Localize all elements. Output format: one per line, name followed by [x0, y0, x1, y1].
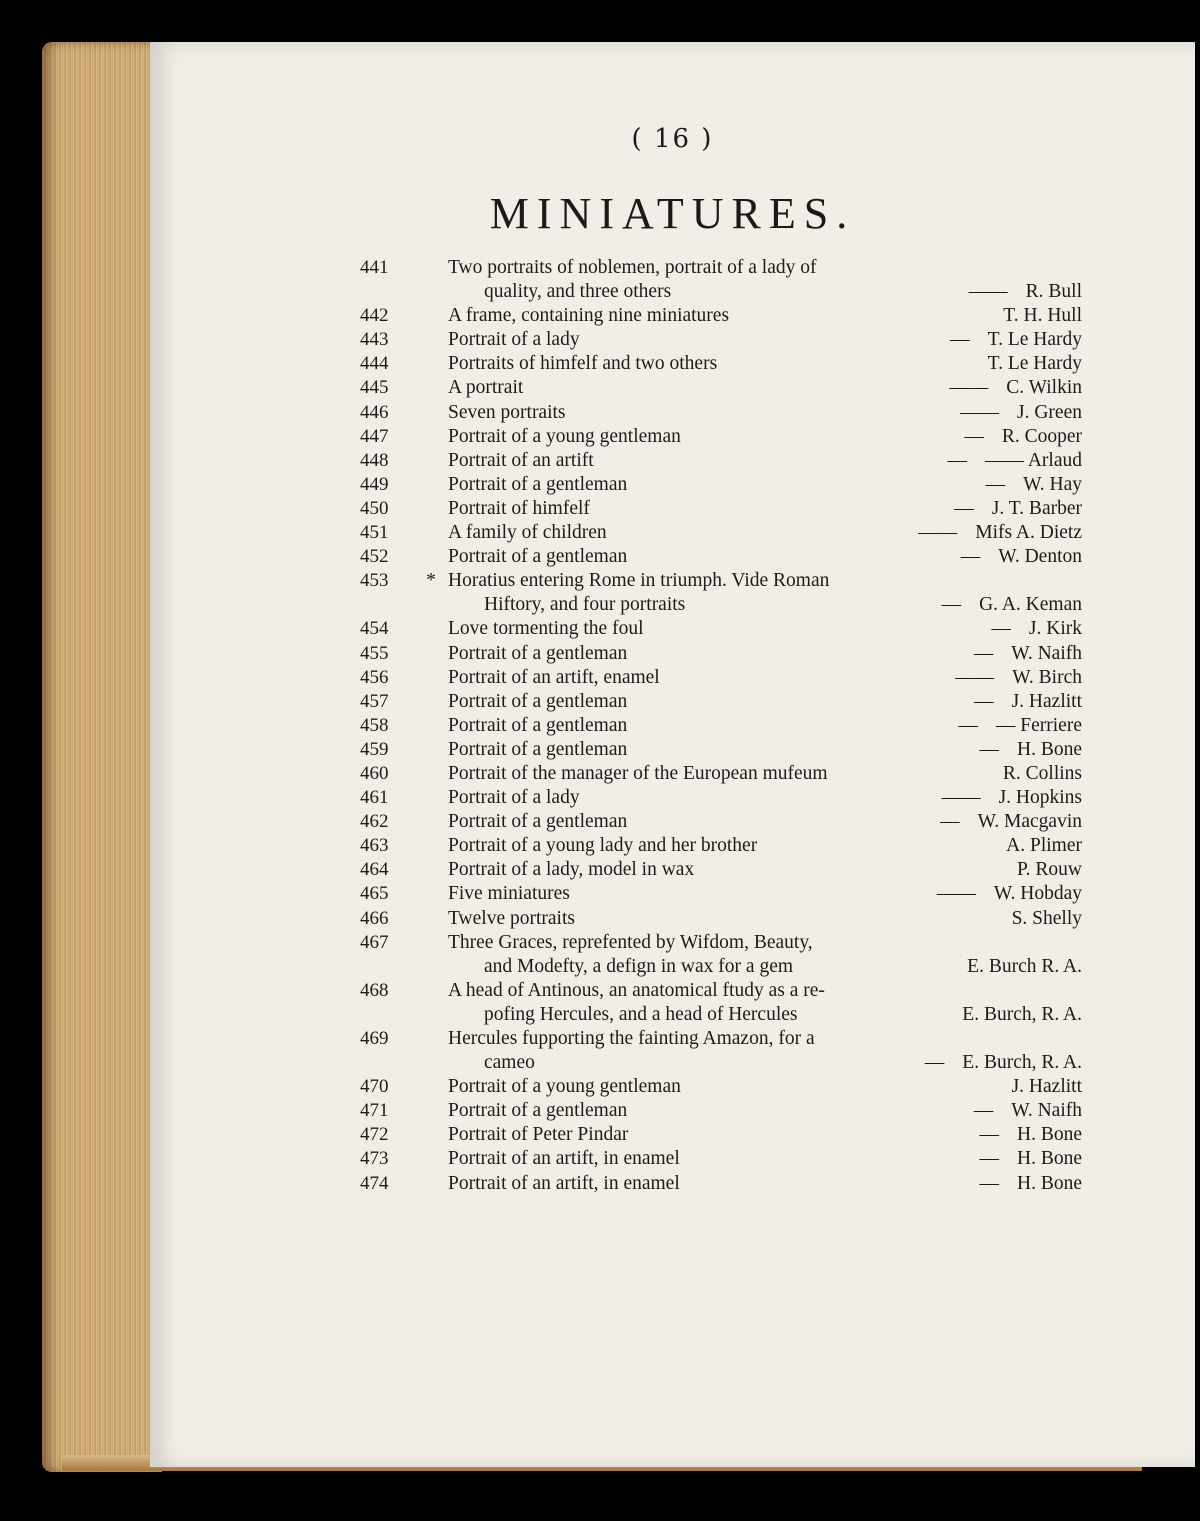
- entry-dash: —: [973, 1100, 994, 1122]
- entry-line: [448, 449, 1082, 473]
- entry-body: [448, 714, 1082, 738]
- entry-description: Portrait of an artift, enamel: [448, 666, 660, 688]
- catalogue-entry: [360, 786, 1082, 810]
- entry-mark: [414, 714, 448, 738]
- entry-line: [448, 473, 1082, 497]
- entry-number: 454: [360, 618, 389, 640]
- page-number: ( 16 ): [631, 124, 714, 154]
- entry-line: [448, 714, 1082, 738]
- entry-artist: W. Macgavin: [977, 811, 1082, 833]
- catalogue-entry: [360, 569, 1082, 617]
- entry-line: [448, 617, 1082, 641]
- catalogue-entry: [360, 858, 1082, 882]
- entry-artist: J. Hopkins: [998, 787, 1082, 809]
- catalogue-entry: [360, 690, 1082, 714]
- entry-artist: A. Plimer: [1006, 835, 1082, 857]
- entry-number: 472: [360, 1124, 389, 1146]
- entry-description: Portrait of the manager of the European mufeum: [448, 762, 828, 784]
- entry-artist: P. Rouw: [1016, 859, 1082, 881]
- entry-mark: [414, 545, 448, 569]
- entry-body: [448, 304, 1082, 328]
- entry-mark: [414, 376, 448, 400]
- entry-line: [448, 1075, 1082, 1099]
- entry-dash: —: [950, 329, 970, 351]
- entry-description: Portrait of Peter Pindar: [448, 1124, 629, 1146]
- catalogue-entry: [360, 666, 1082, 690]
- entry-body: [448, 666, 1082, 690]
- entry-artist: H. Bone: [1017, 1124, 1082, 1146]
- entry-number: 458: [360, 714, 389, 736]
- entry-number: 447: [360, 425, 389, 447]
- entry-body: [448, 931, 1082, 979]
- catalogue-entry: [360, 328, 1082, 352]
- entry-number: 464: [360, 859, 389, 881]
- entry-body: [448, 1172, 1082, 1196]
- entry-line: [448, 280, 1082, 304]
- entry-body: [448, 473, 1082, 497]
- entry-body: [448, 497, 1082, 521]
- entry-mark: [414, 449, 448, 473]
- entry-body: [448, 979, 1082, 1027]
- entry-artist: R. Cooper: [1001, 425, 1082, 447]
- entry-mark: [414, 473, 448, 497]
- catalogue-entry: [360, 1147, 1082, 1171]
- entry-line: [448, 834, 1082, 858]
- entry-line: [448, 979, 1082, 1003]
- entry-description: Portrait of a lady: [448, 787, 580, 809]
- entry-mark: [414, 352, 448, 376]
- entry-line: [448, 1172, 1082, 1196]
- entry-mark: [414, 1123, 448, 1147]
- entry-body: [448, 617, 1082, 641]
- entry-number: 450: [360, 497, 389, 519]
- entry-description: Portrait of an artift, in enamel: [448, 1172, 680, 1194]
- entry-line: [448, 786, 1082, 810]
- entry-number: 455: [360, 642, 389, 664]
- entry-mark: [414, 690, 448, 714]
- entry-number: 443: [360, 329, 389, 351]
- entry-description: Twelve portraits: [448, 907, 575, 929]
- entry-mark: [414, 1147, 448, 1171]
- entry-body: [448, 642, 1082, 666]
- entry-artist: G. A. Keman: [979, 594, 1082, 616]
- entry-line: [448, 882, 1082, 906]
- entry-line: [448, 545, 1082, 569]
- entry-body: [448, 1147, 1082, 1171]
- entry-line: [448, 931, 1082, 955]
- entry-mark: [414, 617, 448, 641]
- entry-line: [448, 376, 1082, 400]
- entry-body: [448, 449, 1082, 473]
- entry-artist: H. Bone: [1017, 1148, 1082, 1170]
- entry-number: 460: [360, 762, 389, 784]
- entry-body: [448, 810, 1082, 834]
- entry-dash: —: [979, 738, 999, 760]
- entry-description: Portrait of an artift: [448, 449, 594, 471]
- entry-body: [448, 907, 1082, 931]
- entry-dash: ——: [941, 787, 981, 809]
- entry-mark: [414, 810, 448, 834]
- entry-mark: [414, 328, 448, 352]
- entry-number: 473: [360, 1148, 389, 1170]
- entry-mark: [414, 497, 448, 521]
- entry-number: 442: [360, 305, 389, 327]
- entry-dash: —: [924, 1052, 945, 1074]
- entry-mark: [414, 979, 448, 1027]
- catalogue-entry: [360, 376, 1082, 400]
- entry-dash: —: [958, 714, 978, 736]
- entry-dash: —: [991, 618, 1011, 640]
- entry-body: [448, 1123, 1082, 1147]
- entry-description: Portrait of a lady: [448, 329, 580, 351]
- entry-line: [448, 1051, 1082, 1075]
- entry-body: [448, 376, 1082, 400]
- catalogue-entry: [360, 1172, 1082, 1196]
- entry-body: [448, 352, 1082, 376]
- entry-description: Seven portraits: [448, 401, 566, 423]
- entry-description: A portrait: [448, 377, 524, 399]
- entry-description: and Modefty, a defign in wax for a gem: [484, 955, 794, 977]
- entry-mark: [414, 642, 448, 666]
- entry-description: Portrait of an artift, in enamel: [448, 1148, 680, 1170]
- entry-line: [448, 425, 1082, 449]
- catalogue-entry: [360, 425, 1082, 449]
- catalogue-entry: [360, 304, 1082, 328]
- entry-dash: —: [947, 449, 968, 471]
- entry-number: 467: [360, 931, 389, 953]
- entry-line: [448, 593, 1082, 617]
- catalogue-entry: [360, 907, 1082, 931]
- entry-mark: [414, 1172, 448, 1196]
- entry-description: Portrait of a gentleman: [448, 811, 628, 833]
- entry-number: 456: [360, 666, 389, 688]
- entry-artist: J. T. Barber: [991, 497, 1082, 519]
- entry-number: 449: [360, 473, 389, 495]
- entry-body: [448, 401, 1082, 425]
- entry-description: A head of Antinous, an anatomical ftudy as a re-: [448, 979, 825, 1001]
- entry-line: [448, 569, 1082, 593]
- entry-artist: Mifs A. Dietz: [975, 522, 1082, 544]
- entry-description: cameo: [484, 1052, 535, 1074]
- catalogue-entry: [360, 449, 1082, 473]
- entry-artist: T. Le Hardy: [987, 353, 1082, 375]
- entry-dash: ——: [949, 377, 989, 399]
- entry-mark: [414, 738, 448, 762]
- catalogue-entry: [360, 931, 1082, 979]
- entry-number: 444: [360, 353, 389, 375]
- entry-number: 471: [360, 1100, 389, 1122]
- entry-line: [448, 1003, 1082, 1027]
- entry-dash: —: [960, 546, 981, 568]
- entry-dash: —: [964, 425, 984, 447]
- entry-body: [448, 858, 1082, 882]
- entry-line: [448, 304, 1082, 328]
- entry-number: 463: [360, 835, 389, 857]
- catalogue-entry: [360, 642, 1082, 666]
- entry-description: A family of children: [448, 522, 607, 544]
- catalogue-entry: [360, 1027, 1082, 1075]
- entry-artist: W. Denton: [998, 546, 1082, 568]
- entry-mark: *: [426, 570, 436, 592]
- entry-dash: —: [954, 497, 974, 519]
- entry-artist: — Ferriere: [995, 714, 1082, 736]
- catalogue-entry: [360, 810, 1082, 834]
- entry-artist: T. Le Hardy: [987, 329, 1082, 351]
- entry-description: pofing Hercules, and a head of Hercules: [484, 1003, 798, 1025]
- entry-line: [448, 666, 1082, 690]
- entry-body: [448, 834, 1082, 858]
- book-page-edges: [42, 42, 162, 1472]
- entry-artist: W. Naifh: [1011, 642, 1082, 664]
- entry-description: Portrait of himfelf: [448, 497, 590, 519]
- entry-line: [448, 858, 1082, 882]
- catalogue-entry: [360, 882, 1082, 906]
- entry-artist: W. Hobday: [993, 883, 1082, 905]
- entry-mark: [414, 786, 448, 810]
- entry-description: Portrait of a young gentleman: [448, 1076, 681, 1098]
- entry-number: 462: [360, 811, 389, 833]
- entry-line: [448, 1147, 1082, 1171]
- entry-dash: —: [941, 594, 962, 616]
- entry-description: Portrait of a gentleman: [448, 546, 628, 568]
- entry-artist: W. Birch: [1012, 666, 1082, 688]
- entry-artist: R. Collins: [1002, 762, 1082, 784]
- entry-description: quality, and three others: [484, 281, 672, 303]
- entry-line: [448, 907, 1082, 931]
- entry-description: Five miniatures: [448, 883, 570, 905]
- entry-mark: [414, 858, 448, 882]
- entry-artist: T. H. Hull: [1003, 305, 1082, 327]
- entry-body: [448, 1027, 1082, 1075]
- entry-mark: [414, 1027, 448, 1075]
- entry-dash: —: [979, 1172, 999, 1194]
- entry-artist: R. Bull: [1025, 281, 1082, 303]
- entry-line: [448, 955, 1082, 979]
- entry-dash: —: [974, 690, 994, 712]
- catalogue-entry: [360, 1075, 1082, 1099]
- entry-line: [448, 521, 1082, 545]
- entry-description: Horatius entering Rome in triumph. Vide Roman: [448, 570, 830, 592]
- entry-mark: [414, 834, 448, 858]
- entry-number: 445: [360, 377, 389, 399]
- entry-line: [448, 401, 1082, 425]
- entry-body: [448, 762, 1082, 786]
- catalogue-entry: [360, 1099, 1082, 1123]
- entry-number: 474: [360, 1172, 389, 1194]
- entry-artist: E. Burch R. A.: [967, 955, 1082, 977]
- entry-description: Portrait of a gentleman: [448, 738, 628, 760]
- entry-description: Love tormenting the foul: [448, 618, 644, 640]
- entry-body: [448, 569, 1082, 617]
- entry-line: [448, 642, 1082, 666]
- entry-body: [448, 1075, 1082, 1099]
- entry-artist: W. Naifh: [1011, 1100, 1082, 1122]
- entry-artist: J. Hazlitt: [1011, 690, 1082, 712]
- entry-number: 469: [360, 1028, 389, 1049]
- entry-dash: ——: [960, 401, 1000, 423]
- entry-number: 446: [360, 401, 389, 423]
- entry-body: [448, 521, 1082, 545]
- entry-artist: J. Green: [1017, 401, 1082, 423]
- section-title: MINIATURES.: [489, 189, 856, 238]
- catalogue-entry: [360, 352, 1082, 376]
- catalogue-entry: [360, 545, 1082, 569]
- entry-dash: ——: [918, 522, 958, 544]
- entry-description: Portrait of a gentleman: [448, 690, 628, 712]
- entry-body: [448, 882, 1082, 906]
- entry-description: Portrait of a young gentleman: [448, 425, 681, 447]
- entry-number: 451: [360, 522, 389, 544]
- entry-line: [448, 1027, 1082, 1051]
- entry-body: [448, 1099, 1082, 1123]
- entry-description: Portrait of a gentleman: [448, 473, 628, 495]
- entry-dash: —: [985, 473, 1006, 495]
- entry-dash: —: [973, 642, 994, 664]
- entry-dash: —: [940, 811, 960, 833]
- entry-mark: [414, 425, 448, 449]
- entry-number: 453: [360, 570, 389, 592]
- entry-artist: J. Kirk: [1028, 618, 1082, 640]
- entry-description: Hiftory, and four portraits: [484, 594, 686, 616]
- entry-line: [448, 256, 1082, 280]
- entry-mark: [414, 521, 448, 545]
- entry-line: [448, 738, 1082, 762]
- entry-artist: W. Hay: [1023, 473, 1082, 495]
- entry-number: 459: [360, 738, 389, 760]
- entry-description: Portrait of a gentleman: [448, 642, 628, 664]
- entry-artist: E. Burch, R. A.: [962, 1052, 1082, 1074]
- book-page: [150, 42, 1195, 1467]
- catalogue-list: [360, 256, 1082, 1196]
- entry-mark: [414, 931, 448, 979]
- entry-description: Portrait of a gentleman: [448, 1100, 628, 1122]
- entry-line: [448, 690, 1082, 714]
- entry-artist: C. Wilkin: [1006, 377, 1082, 399]
- entry-dash: ——: [955, 666, 995, 688]
- entry-description: Portrait of a young lady and her brother: [448, 835, 758, 857]
- entry-body: [448, 786, 1082, 810]
- entry-mark: [414, 256, 448, 304]
- entry-dash: —: [979, 1148, 999, 1170]
- entry-mark: [414, 762, 448, 786]
- entry-description: Two portraits of noblemen, portrait of a lady of: [448, 257, 817, 278]
- entry-body: [448, 690, 1082, 714]
- entry-dash: ——: [968, 281, 1008, 303]
- catalogue-entry: [360, 256, 1082, 304]
- catalogue-entry: [360, 521, 1082, 545]
- catalogue-entry: [360, 617, 1082, 641]
- entry-mark: [414, 401, 448, 425]
- catalogue-entry: [360, 762, 1082, 786]
- entry-artist: J. Hazlitt: [1011, 1076, 1082, 1098]
- entry-body: [448, 545, 1082, 569]
- entry-mark: [414, 1099, 448, 1123]
- entry-number: 452: [360, 546, 389, 568]
- entry-number: 448: [360, 449, 389, 471]
- entry-line: [448, 762, 1082, 786]
- catalogue-entry: [360, 979, 1082, 1027]
- entry-number: 457: [360, 690, 389, 712]
- entry-line: [448, 1099, 1082, 1123]
- entry-body: [448, 328, 1082, 352]
- entry-line: [448, 497, 1082, 521]
- entry-description: Portrait of a gentleman: [448, 714, 628, 736]
- entry-mark: [414, 907, 448, 931]
- entry-line: [448, 810, 1082, 834]
- catalogue-entry: [360, 497, 1082, 521]
- catalogue-entry: [360, 834, 1082, 858]
- entry-line: [448, 328, 1082, 352]
- entry-description: A frame, containing nine miniatures: [448, 305, 730, 327]
- entry-body: [448, 738, 1082, 762]
- entry-number: 461: [360, 787, 389, 809]
- entry-dash: ——: [936, 883, 976, 905]
- entry-number: 441: [360, 257, 389, 278]
- entry-mark: [414, 304, 448, 328]
- entry-number: 468: [360, 979, 389, 1001]
- entry-number: 466: [360, 907, 389, 929]
- entry-artist: S. Shelly: [1011, 907, 1082, 929]
- entry-description: Portraits of himfelf and two others: [448, 353, 718, 375]
- entry-line: [448, 1123, 1082, 1147]
- entry-body: [448, 256, 1082, 304]
- entry-artist: H. Bone: [1017, 1172, 1082, 1194]
- catalogue-entry: [360, 401, 1082, 425]
- entry-artist: —— Arlaud: [985, 449, 1082, 471]
- entry-body: [448, 425, 1082, 449]
- entry-number: 470: [360, 1076, 389, 1098]
- entry-artist: H. Bone: [1017, 738, 1082, 760]
- entry-description: Hercules fupporting the fainting Amazon, for a: [448, 1028, 815, 1049]
- entry-dash: —: [979, 1124, 999, 1146]
- entry-line: [448, 352, 1082, 376]
- entry-description: Portrait of a lady, model in wax: [448, 859, 695, 881]
- entry-number: 465: [360, 883, 389, 905]
- catalogue-entry: [360, 714, 1082, 738]
- entry-mark: [414, 666, 448, 690]
- catalogue-entry: [360, 738, 1082, 762]
- entry-artist: E. Burch, R. A.: [962, 1003, 1082, 1025]
- catalogue-entry: [360, 473, 1082, 497]
- entry-mark: [414, 882, 448, 906]
- catalogue-entry: [360, 1123, 1082, 1147]
- entry-mark: [414, 1075, 448, 1099]
- entry-description: Three Graces, reprefented by Wifdom, Beauty,: [448, 931, 813, 953]
